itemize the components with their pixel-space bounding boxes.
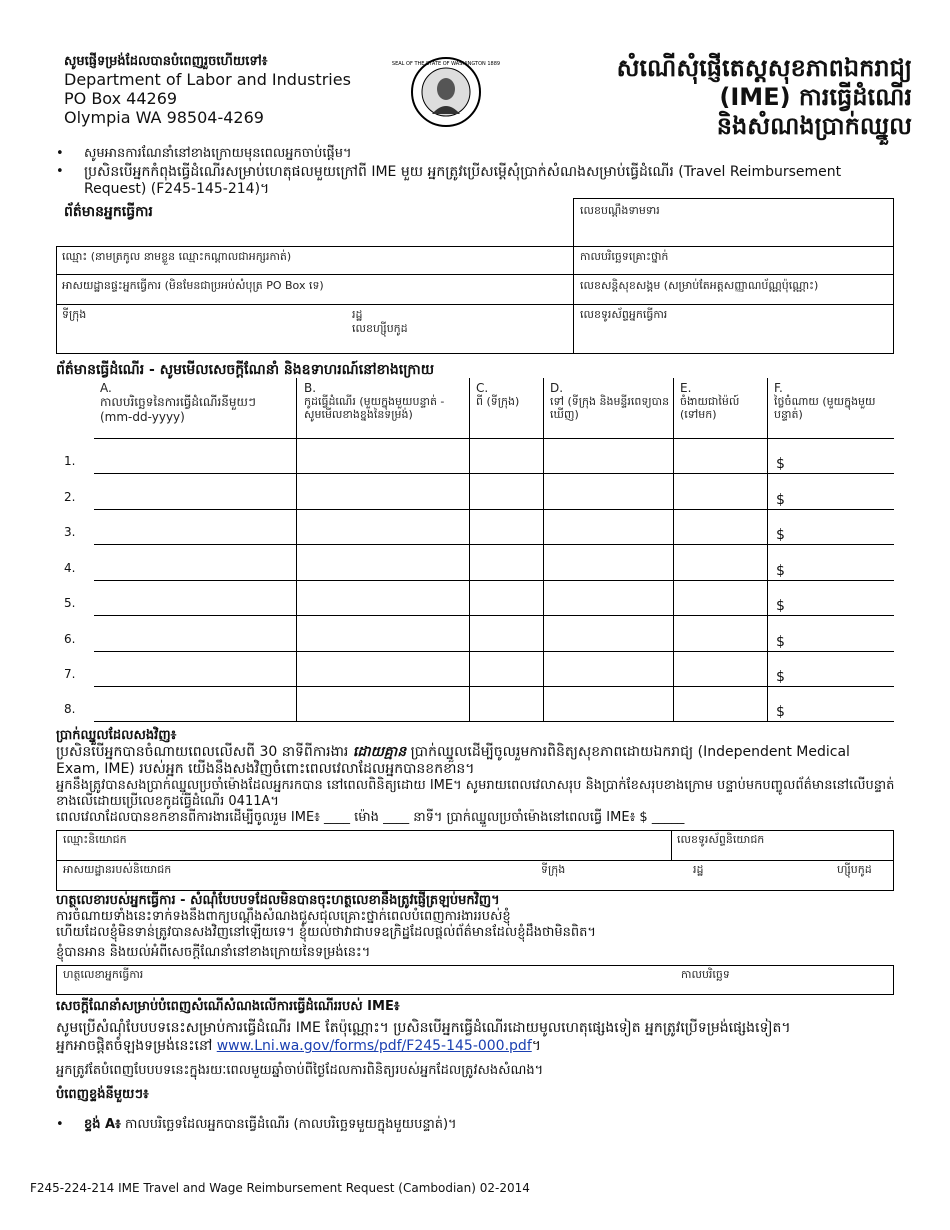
row-number: 4. <box>64 561 76 575</box>
seal-text: SEAL OF THE STATE OF WASHINGTON 1889 <box>391 61 501 67</box>
employer-phone-field[interactable]: លេខទូរស័ព្ទនិយោជក <box>677 833 765 846</box>
employer-grid <box>56 830 894 891</box>
form-title <box>522 54 912 141</box>
instruction-item-a: • ខ្ទង់ A៖ កាលបរិច្ឆេទដែលអ្នកបានធ្វើដំណើរ (កាលបរិច្ឆេទមួយក្នុងមួយបន្ទាត់)។ <box>56 1117 457 1132</box>
col-e-header: E. ចំងាយជាម៉ៃល៍ (ទៅមក) <box>680 381 740 421</box>
signature-date-field[interactable]: កាលបរិច្ឆេទ <box>681 968 730 981</box>
claim-number-field[interactable]: លេខបណ្ដឹងទាមទារ <box>580 204 660 217</box>
col-c-header: C. ពី (ទីក្រុង) <box>476 381 520 408</box>
expense-dollar-sign: $ <box>776 598 785 614</box>
title-line-3: និងសំណងប្រាក់ឈ្នួល <box>716 112 912 140</box>
home-address-field[interactable]: អាសយដ្ឋានផ្ទះអ្នកធ្វើការ (មិនមែនជាប្រអប់សំបុត្រ PO Box ទេ) <box>62 279 324 292</box>
worker-info-grid <box>56 198 894 354</box>
city-field[interactable]: ទីក្រុង <box>62 308 87 321</box>
col-d-header: D. ទៅ (ទីក្រុង និងមន្ទីរពេទ្យបានឃើញ) <box>550 381 670 421</box>
row-number: 2. <box>64 490 76 504</box>
row-number: 8. <box>64 702 76 716</box>
wage-paragraph-1: ប្រសិនបើអ្នកបានចំណាយពេលលើសពី 30 នាទីពីការងារ ដោយគ្មាន ប្រាក់ឈ្នួលដើម្បីចូលរួមការពិនិត្យសុខភាពដោយឯករាជ្យ (Independent Medical Exam, IME) របស់អ្នក យើងនឹងសងវិញចំពោះពេលវេលាដែលអ្នកបានខកខាន។ <box>56 744 850 777</box>
row-number: 1. <box>64 454 76 468</box>
expense-dollar-sign: $ <box>776 492 785 508</box>
fill-heading: បំពេញខ្ទង់នីមួយៗ៖ <box>56 1087 149 1102</box>
wage-paragraph-3: ពេលវេលាដែលបានខកខានពីការងារដើម្បីចូលរួម IME៖ ____ ម៉ោង ____ នាទី។ ប្រាក់ឈ្នួលប្រចាំម៉ោងនៅពេលធ្វើ IME៖ $ _____ <box>56 810 685 825</box>
signature-section <box>56 892 896 961</box>
address-line-2: PO Box 44269 <box>64 89 178 108</box>
col-a-header: A. កាលបរិច្ឆេទនៃការធ្វើដំណើរនីមួយៗ (mm-dd-yyyy) <box>100 381 256 424</box>
employer-zip-field[interactable]: ហ្ស៊ីបកូដ <box>837 863 872 876</box>
row-number: 3. <box>64 525 76 539</box>
title-line-1: សំណើសុំផ្ញើតេស្តសុខភាពឯករាជ្យ <box>616 54 912 82</box>
expense-dollar-sign: $ <box>776 563 785 579</box>
signature-text-1: ការចំណាយទាំងនេះទាក់ទងនឹងពាក្យបណ្ដឹងសំណងជួសជុលគ្រោះថ្នាក់ពេលបំពេញការងាររបស់ខ្ញុំ <box>56 909 511 924</box>
col-f-header: F. ថ្លៃចំណាយ (មួយក្នុងមួយបន្ទាត់) <box>774 381 876 421</box>
expense-dollar-sign: $ <box>776 669 785 685</box>
forms-link[interactable]: www.Lni.wa.gov/forms/pdf/F245-145-000.pdf <box>216 1038 532 1054</box>
worker-name-field[interactable]: ឈ្មោះ (នាមត្រកូល នាមខ្លួន ឈ្មោះកណ្ដាលជាអក្សរកាត់) <box>62 250 292 263</box>
instructions-paragraph-2: អ្នកត្រូវតែបំពេញបែបបទនេះក្នុងរយៈពេលមួយឆ្នាំចាប់ពីថ្ងៃដែលការពិនិត្យរបស់អ្នកដែលត្រូវសងសំណង។ <box>56 1063 544 1078</box>
row-number: 5. <box>64 596 76 610</box>
travel-info-heading: ព័ត៌មានធ្វើដំណើរ - សូមមើលសេចក្ដីណែនាំ និងឧទាហរណ៍នៅខាងក្រោយ <box>56 362 435 378</box>
zip-field[interactable]: លេខហ្ស៊ីបកូដ <box>352 322 408 335</box>
mailing-address-block <box>64 54 394 127</box>
signature-grid <box>56 965 894 995</box>
state-seal-icon <box>391 56 501 128</box>
address-line-1: Department of Labor and Industries <box>64 70 351 89</box>
signature-heading: ហត្ថលេខារបស់អ្នកធ្វើការ - សំណុំបែបបទដែលមិនបានចុះហត្ថលេខានឹងត្រូវផ្ញើត្រឡប់មកវិញ។ <box>56 893 500 908</box>
title-line-2: (IME) ការធ្វើដំណើរ <box>719 83 912 111</box>
row-number: 6. <box>64 632 76 646</box>
worker-signature-field[interactable]: ហត្ថលេខាអ្នកធ្វើការ <box>63 968 144 981</box>
form-footer: F245-224-214 IME Travel and Wage Reimbursement Request (Cambodian) 02-2014 <box>30 1181 530 1195</box>
wage-paragraph-2: អ្នកនឹងត្រូវបានសងប្រាក់ឈ្នួលប្រចាំម៉ោងដែលអ្នករកបាន នៅពេលពិនិត្យដោយ IME។ សូមរាយពេលវេលាសរុប និងប្រាក់ខែសរុបខាងក្រោម បន្ទាប់មកបញ្ចូលព័ត៌មាននៅលើបន្ទាត់ខាងលើដោយប្រើលេខកូដធ្វើដំណើរ 0411A។ <box>56 778 895 809</box>
instructions-heading: សេចក្ដីណែនាំសម្រាប់បំពេញសំណើសំណងលើការធ្វើដំណើររបស់ IME៖ <box>56 999 400 1014</box>
employer-city-field[interactable]: ទីក្រុង <box>541 863 566 876</box>
expense-dollar-sign: $ <box>776 527 785 543</box>
wage-section <box>56 728 896 826</box>
mail-to-label: សូមផ្ញើទម្រង់ដែលបានបំពេញរួចហើយទៅ៖ <box>64 54 268 69</box>
injury-date-field[interactable]: កាលបរិច្ឆេទគ្រោះថ្នាក់ <box>580 250 669 263</box>
col-b-header: B. កូដធ្វើដំណើរ (មួយក្នុងមួយបន្ទាត់ - សូមមើលខាងខ្នងនៃទម្រង់) <box>304 381 445 421</box>
ssn-field[interactable]: លេខសន្តិសុខសង្គម (សម្រាប់តែអត្តសញ្ញាណប័ណ្ណប៉ុណ្ណោះ) <box>580 279 819 292</box>
expense-dollar-sign: $ <box>776 704 785 720</box>
intro-bullet-2: • ប្រសិនបើអ្នកកំពុងធ្វើដំណើរសម្រាប់ហេតុផលមួយក្រៅពី IME មួយ អ្នកត្រូវប្រើសម្ដើសុំប្រាក់សំណងសម្រាប់ធ្វើដំណើរ (Travel Reimbursement Request) (F245-145-214)។ <box>56 164 842 197</box>
employer-address-field[interactable]: អាសយដ្ឋានរបស់និយោជក <box>63 863 172 876</box>
worker-phone-field[interactable]: លេខទូរស័ព្ទអ្នកធ្វើការ <box>580 308 668 321</box>
employer-state-field[interactable]: រដ្ឋ <box>693 863 704 876</box>
signature-text-3: ខ្ញុំបានអាន និងយល់អំពីសេចក្ដីណែនាំនៅខាងក្រោយនៃទម្រង់នេះ។ <box>56 945 371 960</box>
wage-heading: ប្រាក់ឈ្នួលដែលសងវិញ៖ <box>56 728 177 743</box>
expense-dollar-sign: $ <box>776 456 785 472</box>
instructions-paragraph-1: សូមប្រើសំណុំបែបបទនេះសម្រាប់ការធ្វើដំណើរ IME តែប៉ុណ្ណោះ។ ប្រសិនបើអ្នកធ្វើដំណើរដោយមូលហេតុផ្សេងទៀត អ្នកត្រូវប្រើទម្រង់ផ្សេងទៀត។ អ្នកអាចផ្ដិតចំឡងទម្រង់នេះនៅ www.Lni.wa.gov/forms/pdf/F245-145-000.pdf។ <box>56 1020 791 1054</box>
instructions-section <box>56 998 896 1133</box>
row-number: 7. <box>64 667 76 681</box>
expense-dollar-sign: $ <box>776 634 785 650</box>
worker-info-heading: ព័ត៌មានអ្នកធ្វើការ <box>64 204 153 220</box>
travel-table <box>56 378 894 722</box>
state-field[interactable]: រដ្ឋ <box>352 308 363 321</box>
employer-name-field[interactable]: ឈ្មោះនិយោជក <box>63 833 127 846</box>
signature-text-2: ហើយដែលខ្ញុំមិនទាន់ត្រូវបានសងវិញនៅឡើយទេ។ ខ្ញុំយល់ថាវាជាបទឧក្រិដ្ឋដែលផ្ដល់ព័ត៌មានដែលខ្ញុំដឹងថាមិនពិត។ <box>56 925 597 940</box>
address-line-3: Olympia WA 98504-4269 <box>64 108 264 127</box>
